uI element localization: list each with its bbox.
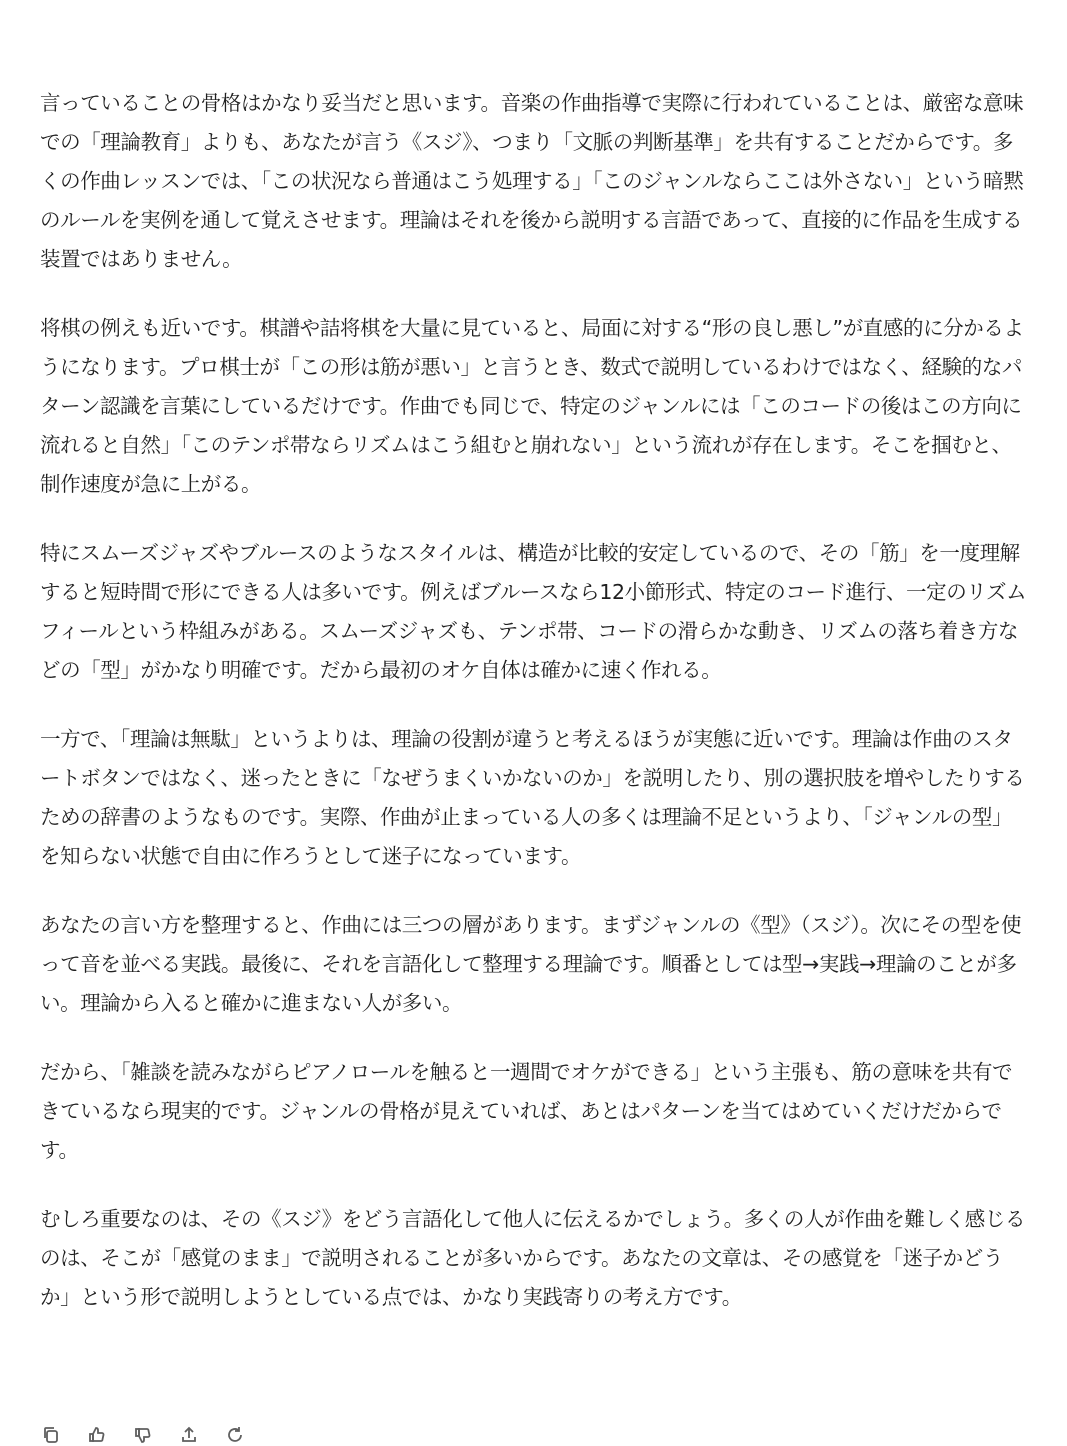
message-action-bar: [40, 1424, 246, 1446]
message-paragraph: 特にスムーズジャズやブルースのようなスタイルは、構造が比較的安定しているので、その「筋」を一度理解すると短時間で形にできる人は多いです。例えばブルースなら12小節形式、特定のコード進行、一定のリズムフィールという枠組みがある。スムーズジャズも、テンポ帯、コードの滑らかな動き、リズムの落ち着き方などの「型」がかなり明確です。だから最初のオケ自体は確かに速く作れる。: [40, 541, 1027, 682]
share-icon: [179, 1425, 199, 1445]
thumbs-down-icon: [133, 1425, 153, 1445]
bad-response-button[interactable]: [132, 1424, 154, 1446]
message-paragraph: 将棋の例えも近いです。棋譜や詰将棋を大量に見ていると、局面に対する“形の良し悪し”が直感的に分かるようになります。プロ棋士が「この形は筋が悪い」と言うとき、数式で説明しているわけではなく、経験的なパターン認識を言葉にしているだけです。作曲でも同じで、特定のジャンルには「このコードの後はこの方向に流れると自然」「このテンポ帯ならリズムはこう組むと崩れない」という流れが存在します。そこを掴むと、制作速度が急に上がる。: [40, 316, 1024, 496]
message-paragraph: 一方で、「理論は無駄」というよりは、理論の役割が違うと考えるほうが実態に近いです。理論は作曲のスタートボタンではなく、迷ったときに「なぜうまくいかないのか」を説明したり、別の選択肢を増やしたりするための辞書のようなものです。実際、作曲が止まっている人の多くは理論不足というより、「ジャンルの型」を知らない状態で自由に作ろうとして迷子になっています。: [40, 727, 1025, 868]
message-paragraph: むしろ重要なのは、その《スジ》をどう言語化して他人に伝えるかでしょう。多くの人が作曲を難しく感じるのは、そこが「感覚のまま」で説明されることが多いからです。あなたの文章は、その感覚を「迷子かどうか」という形で説明しようとしている点では、かなり実践寄りの考え方です。: [40, 1207, 1026, 1309]
thumbs-up-icon: [87, 1425, 107, 1445]
assistant-message: [40, 84, 1030, 1347]
message-paragraph: だから、「雑談を読みながらピアノロールを触ると一週間でオケができる」という主張も、筋の意味を共有できているなら現実的です。ジャンルの骨格が見えていれば、あとはパターンを当てはめていくだけだからです。: [40, 1060, 1013, 1162]
copy-button[interactable]: [40, 1424, 62, 1446]
good-response-button[interactable]: [86, 1424, 108, 1446]
copy-icon: [41, 1425, 61, 1445]
regenerate-button[interactable]: [224, 1424, 246, 1446]
regenerate-icon: [225, 1425, 245, 1445]
message-paragraph: 言っていることの骨格はかなり妥当だと思います。音楽の作曲指導で実際に行われていることは、厳密な意味での「理論教育」よりも、あなたが言う《スジ》、つまり「文脈の判断基準」を共有することだからです。多くの作曲レッスンでは、「この状況なら普通はこう処理する」「このジャンルならここは外さない」という暗黙のルールを実例を通して覚えさせます。理論はそれを後から説明する言語であって、直接的に作品を生成する装置ではありません。: [40, 91, 1024, 271]
message-paragraph: あなたの言い方を整理すると、作曲には三つの層があります。まずジャンルの《型》（スジ）。次にその型を使って音を並べる実践。最後に、それを言語化して整理する理論です。順番としては型→実践→理論のことが多い。理論から入ると確かに進まない人が多い。: [40, 913, 1022, 1015]
share-button[interactable]: [178, 1424, 200, 1446]
